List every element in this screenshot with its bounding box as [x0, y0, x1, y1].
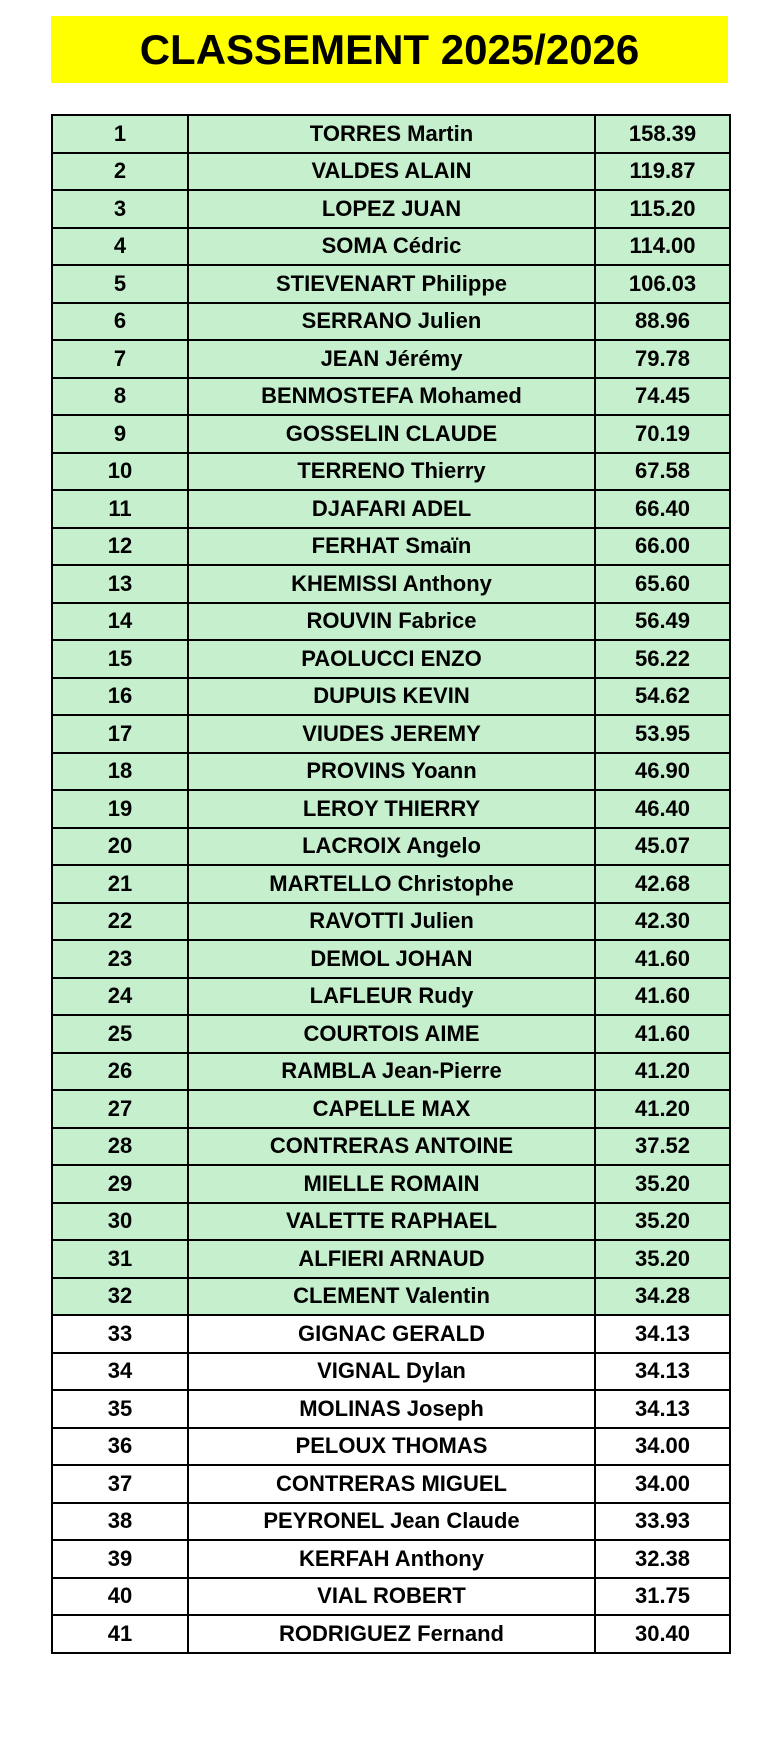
- rank-cell: 32: [52, 1278, 188, 1316]
- player-name-cell: VIUDES JEREMY: [188, 715, 595, 753]
- rank-cell: 30: [52, 1203, 188, 1241]
- table-row: [52, 1465, 730, 1503]
- table-row: [52, 228, 730, 266]
- table-row: [52, 190, 730, 228]
- table-row: [52, 1053, 730, 1091]
- player-name-cell: STIEVENART Philippe: [188, 265, 595, 303]
- rank-cell: 23: [52, 940, 188, 978]
- rank-cell: 25: [52, 1015, 188, 1053]
- player-name-cell: TERRENO Thierry: [188, 453, 595, 491]
- table-row: [52, 1540, 730, 1578]
- player-name-cell: RAMBLA Jean-Pierre: [188, 1053, 595, 1091]
- rank-cell: 10: [52, 453, 188, 491]
- score-cell: 45.07: [595, 828, 730, 866]
- player-name-cell: CLEMENT Valentin: [188, 1278, 595, 1316]
- table-row: [52, 753, 730, 791]
- score-cell: 41.20: [595, 1053, 730, 1091]
- player-name-cell: GOSSELIN CLAUDE: [188, 415, 595, 453]
- table-row: [52, 940, 730, 978]
- score-cell: 88.96: [595, 303, 730, 341]
- score-cell: 158.39: [595, 115, 730, 153]
- table-row: [52, 1240, 730, 1278]
- table-row: [52, 828, 730, 866]
- table-row: [52, 1353, 730, 1391]
- score-cell: 34.13: [595, 1315, 730, 1353]
- rank-cell: 16: [52, 678, 188, 716]
- rank-cell: 9: [52, 415, 188, 453]
- table-row: [52, 603, 730, 641]
- title-banner: [51, 16, 728, 83]
- rank-cell: 17: [52, 715, 188, 753]
- table-row: [52, 115, 730, 153]
- table-row: [52, 1203, 730, 1241]
- score-cell: 34.13: [595, 1390, 730, 1428]
- player-name-cell: ALFIERI ARNAUD: [188, 1240, 595, 1278]
- score-cell: 114.00: [595, 228, 730, 266]
- score-cell: 66.40: [595, 490, 730, 528]
- table-row: [52, 1428, 730, 1466]
- rank-cell: 39: [52, 1540, 188, 1578]
- rank-cell: 36: [52, 1428, 188, 1466]
- rank-cell: 19: [52, 790, 188, 828]
- player-name-cell: TORRES Martin: [188, 115, 595, 153]
- player-name-cell: VIAL ROBERT: [188, 1578, 595, 1616]
- score-cell: 31.75: [595, 1578, 730, 1616]
- rank-cell: 31: [52, 1240, 188, 1278]
- score-cell: 35.20: [595, 1165, 730, 1203]
- score-cell: 119.87: [595, 153, 730, 191]
- score-cell: 106.03: [595, 265, 730, 303]
- player-name-cell: SOMA Cédric: [188, 228, 595, 266]
- score-cell: 30.40: [595, 1615, 730, 1653]
- score-cell: 46.90: [595, 753, 730, 791]
- score-cell: 34.00: [595, 1428, 730, 1466]
- rank-cell: 40: [52, 1578, 188, 1616]
- score-cell: 54.62: [595, 678, 730, 716]
- table-row: [52, 528, 730, 566]
- player-name-cell: CONTRERAS MIGUEL: [188, 1465, 595, 1503]
- rank-cell: 1: [52, 115, 188, 153]
- rank-cell: 21: [52, 865, 188, 903]
- table-row: [52, 340, 730, 378]
- player-name-cell: VALETTE RAPHAEL: [188, 1203, 595, 1241]
- rank-cell: 7: [52, 340, 188, 378]
- score-cell: 37.52: [595, 1128, 730, 1166]
- rank-cell: 12: [52, 528, 188, 566]
- table-row: [52, 1578, 730, 1616]
- player-name-cell: DUPUIS KEVIN: [188, 678, 595, 716]
- player-name-cell: LAFLEUR Rudy: [188, 978, 595, 1016]
- rank-cell: 26: [52, 1053, 188, 1091]
- score-cell: 34.13: [595, 1353, 730, 1391]
- player-name-cell: VALDES ALAIN: [188, 153, 595, 191]
- rank-cell: 33: [52, 1315, 188, 1353]
- rank-cell: 24: [52, 978, 188, 1016]
- rank-cell: 28: [52, 1128, 188, 1166]
- player-name-cell: KHEMISSI Anthony: [188, 565, 595, 603]
- rank-cell: 6: [52, 303, 188, 341]
- player-name-cell: BENMOSTEFA Mohamed: [188, 378, 595, 416]
- player-name-cell: LOPEZ JUAN: [188, 190, 595, 228]
- page-title: CLASSEMENT 2025/2026: [139, 25, 640, 73]
- score-cell: 41.60: [595, 1015, 730, 1053]
- table-row: [52, 903, 730, 941]
- player-name-cell: SERRANO Julien: [188, 303, 595, 341]
- score-cell: 35.20: [595, 1240, 730, 1278]
- score-cell: 65.60: [595, 565, 730, 603]
- rank-cell: 22: [52, 903, 188, 941]
- player-name-cell: JEAN Jérémy: [188, 340, 595, 378]
- rank-cell: 29: [52, 1165, 188, 1203]
- rank-cell: 5: [52, 265, 188, 303]
- score-cell: 56.49: [595, 603, 730, 641]
- rank-cell: 20: [52, 828, 188, 866]
- ranking-table-body: [52, 115, 730, 1653]
- table-row: [52, 715, 730, 753]
- score-cell: 79.78: [595, 340, 730, 378]
- table-row: [52, 1615, 730, 1653]
- table-row: [52, 1015, 730, 1053]
- player-name-cell: COURTOIS AIME: [188, 1015, 595, 1053]
- ranking-table: [51, 114, 731, 1654]
- score-cell: 41.60: [595, 940, 730, 978]
- player-name-cell: GIGNAC GERALD: [188, 1315, 595, 1353]
- player-name-cell: MOLINAS Joseph: [188, 1390, 595, 1428]
- rank-cell: 27: [52, 1090, 188, 1128]
- rank-cell: 14: [52, 603, 188, 641]
- score-cell: 34.28: [595, 1278, 730, 1316]
- score-cell: 46.40: [595, 790, 730, 828]
- score-cell: 32.38: [595, 1540, 730, 1578]
- player-name-cell: PEYRONEL Jean Claude: [188, 1503, 595, 1541]
- player-name-cell: ROUVIN Fabrice: [188, 603, 595, 641]
- score-cell: 41.20: [595, 1090, 730, 1128]
- table-row: [52, 978, 730, 1016]
- rank-cell: 13: [52, 565, 188, 603]
- rank-cell: 34: [52, 1353, 188, 1391]
- player-name-cell: MARTELLO Christophe: [188, 865, 595, 903]
- player-name-cell: RODRIGUEZ Fernand: [188, 1615, 595, 1653]
- score-cell: 74.45: [595, 378, 730, 416]
- score-cell: 35.20: [595, 1203, 730, 1241]
- table-row: [52, 303, 730, 341]
- player-name-cell: MIELLE ROMAIN: [188, 1165, 595, 1203]
- player-name-cell: CAPELLE MAX: [188, 1090, 595, 1128]
- player-name-cell: PAOLUCCI ENZO: [188, 640, 595, 678]
- table-row: [52, 1128, 730, 1166]
- score-cell: 66.00: [595, 528, 730, 566]
- score-cell: 33.93: [595, 1503, 730, 1541]
- player-name-cell: DJAFARI ADEL: [188, 490, 595, 528]
- player-name-cell: FERHAT Smaïn: [188, 528, 595, 566]
- table-row: [52, 415, 730, 453]
- table-row: [52, 678, 730, 716]
- table-row: [52, 490, 730, 528]
- player-name-cell: KERFAH Anthony: [188, 1540, 595, 1578]
- score-cell: 53.95: [595, 715, 730, 753]
- table-row: [52, 1503, 730, 1541]
- table-row: [52, 1090, 730, 1128]
- table-row: [52, 1390, 730, 1428]
- rank-cell: 8: [52, 378, 188, 416]
- score-cell: 42.68: [595, 865, 730, 903]
- rank-cell: 37: [52, 1465, 188, 1503]
- table-row: [52, 453, 730, 491]
- score-cell: 115.20: [595, 190, 730, 228]
- table-row: [52, 865, 730, 903]
- table-row: [52, 790, 730, 828]
- table-row: [52, 153, 730, 191]
- player-name-cell: LEROY THIERRY: [188, 790, 595, 828]
- table-row: [52, 378, 730, 416]
- score-cell: 42.30: [595, 903, 730, 941]
- rank-cell: 41: [52, 1615, 188, 1653]
- score-cell: 34.00: [595, 1465, 730, 1503]
- rank-cell: 35: [52, 1390, 188, 1428]
- table-row: [52, 1278, 730, 1316]
- player-name-cell: PROVINS Yoann: [188, 753, 595, 791]
- rank-cell: 38: [52, 1503, 188, 1541]
- player-name-cell: PELOUX THOMAS: [188, 1428, 595, 1466]
- table-row: [52, 1165, 730, 1203]
- table-row: [52, 265, 730, 303]
- player-name-cell: LACROIX Angelo: [188, 828, 595, 866]
- rank-cell: 15: [52, 640, 188, 678]
- table-row: [52, 1315, 730, 1353]
- table-row: [52, 565, 730, 603]
- score-cell: 70.19: [595, 415, 730, 453]
- rank-cell: 3: [52, 190, 188, 228]
- rank-cell: 4: [52, 228, 188, 266]
- rank-cell: 18: [52, 753, 188, 791]
- player-name-cell: VIGNAL Dylan: [188, 1353, 595, 1391]
- rank-cell: 11: [52, 490, 188, 528]
- score-cell: 41.60: [595, 978, 730, 1016]
- score-cell: 56.22: [595, 640, 730, 678]
- table-row: [52, 640, 730, 678]
- player-name-cell: RAVOTTI Julien: [188, 903, 595, 941]
- player-name-cell: CONTRERAS ANTOINE: [188, 1128, 595, 1166]
- score-cell: 67.58: [595, 453, 730, 491]
- player-name-cell: DEMOL JOHAN: [188, 940, 595, 978]
- rank-cell: 2: [52, 153, 188, 191]
